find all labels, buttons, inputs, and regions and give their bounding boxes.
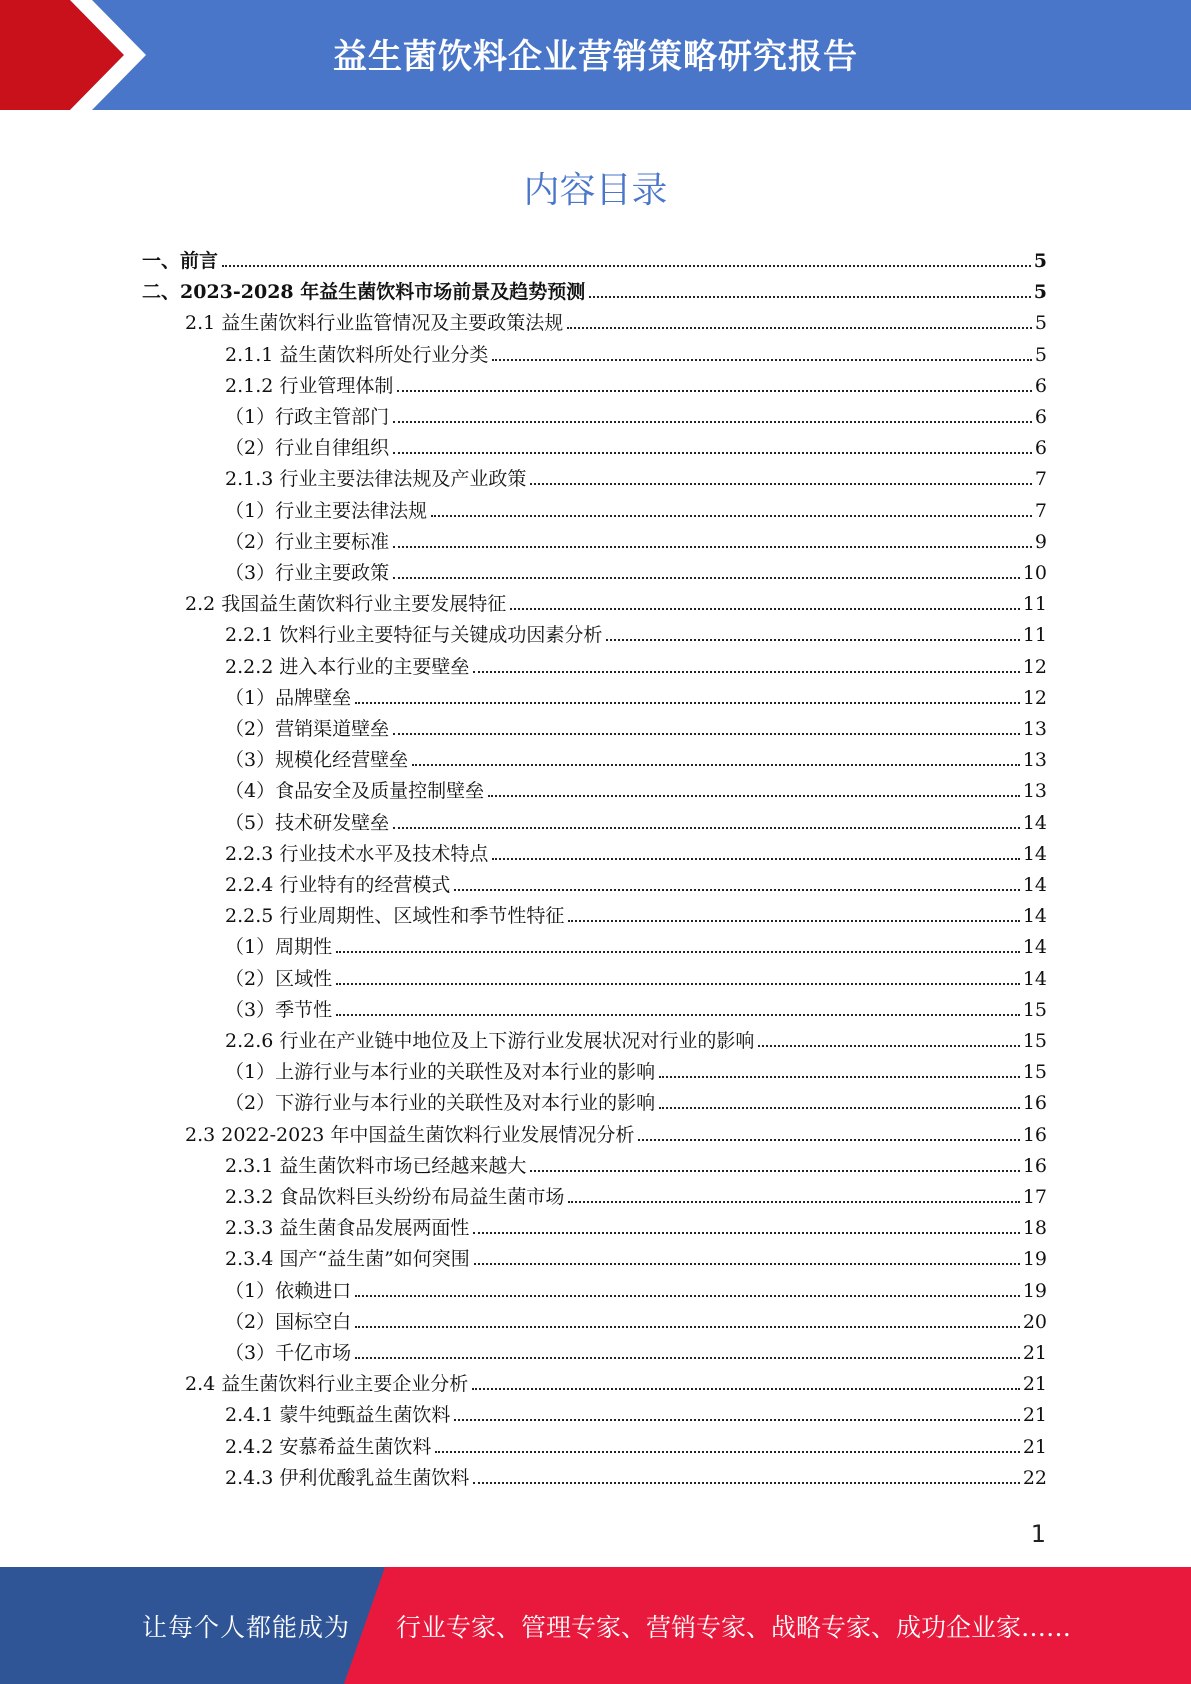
toc-dot-leader [355,1295,1020,1297]
toc-entry-title: 2.1 益生菌饮料行业监管情况及主要政策法规 [185,312,564,335]
toc-entry-title: （2）区域性 [225,967,333,990]
toc-entry[interactable] [225,614,1047,645]
toc-entry-page: 12 [1022,655,1047,678]
footer-slogan-right: 行业专家、管理专家、营销专家、战略专家、成功企业家…… [396,1612,1072,1642]
toc-entry-page: 21 [1022,1373,1047,1396]
toc-dot-leader [393,452,1032,454]
toc-dot-leader [530,1170,1019,1172]
toc-dot-leader [355,702,1020,704]
toc-entry-page: 11 [1022,624,1047,647]
toc-entry-title: 2.4 益生菌饮料行业主要企业分析 [185,1373,469,1396]
toc-entry[interactable] [225,1176,1047,1207]
toc-entry-title: （2）行业主要标准 [225,530,390,553]
toc-entry-page: 18 [1022,1217,1047,1240]
toc-entry[interactable] [225,926,1047,957]
header-bar [0,0,1191,110]
toc-entry[interactable] [225,895,1047,926]
page-number: 1 [1030,1520,1046,1548]
toc-dot-leader [397,390,1032,392]
toc-dot-leader [606,639,1019,641]
toc-entry-title: 二、2023-2028 年益生菌饮料市场前景及趋势预测 [142,281,586,304]
toc-entry-title: （1）行政主管部门 [225,406,390,428]
toc-entry[interactable] [225,396,1047,427]
toc-entry-page: 7 [1034,499,1047,522]
toc-entry[interactable] [185,1363,1047,1394]
toc-entry-title: 2.2.6 行业在产业链中地位及上下游行业发展状况对行业的影响 [225,1030,755,1052]
toc-dot-leader [435,1451,1019,1453]
toc-entry-page: 16 [1022,1092,1047,1115]
toc-entry-title: 2.3.1 益生菌饮料市场已经越来越大 [225,1154,527,1177]
toc-entry[interactable] [225,770,1047,801]
toc-dot-leader [492,858,1019,860]
toc-entry-title: 2.2 我国益生菌饮料行业主要发展特征 [185,593,507,616]
toc-entry[interactable] [225,1394,1047,1425]
toc-dot-leader [473,1482,1019,1484]
toc-entry-page: 19 [1022,1279,1047,1302]
toc-entry[interactable] [142,271,1047,302]
toc-entry-page: 5 [1033,250,1047,272]
toc-entry[interactable] [225,427,1047,458]
toc-entry-title: （1）依赖进口 [225,1279,352,1302]
toc-entry-page: 14 [1022,967,1047,990]
toc-entry[interactable] [225,552,1047,583]
toc-entry[interactable] [225,1301,1047,1332]
toc-entry-title: 2.3.2 食品饮料巨头纷纷布局益生菌市场 [225,1186,565,1208]
toc-dot-leader [393,733,1020,735]
toc-dot-leader [454,1419,1019,1421]
toc-entry-title: 2.1.2 行业管理体制 [225,374,394,397]
toc-dot-leader [659,1107,1020,1109]
toc-entry-page: 7 [1034,468,1047,491]
toc-entry-title: 2.4.1 蒙牛纯甄益生菌饮料 [225,1404,451,1427]
toc-entry-title: 2.2.5 行业周期性、区域性和季节性特征 [225,905,565,928]
toc-entry-page: 16 [1022,1154,1047,1177]
toc-entry-page: 13 [1022,749,1047,772]
toc-entry[interactable] [185,302,1047,333]
toc-entry-page: 9 [1034,530,1047,553]
toc-dot-leader [659,1076,1020,1078]
toc-entry[interactable] [225,833,1047,864]
toc-entry[interactable] [225,334,1047,365]
toc-entry[interactable] [185,1114,1047,1145]
toc-entry-page: 14 [1022,936,1047,959]
toc-entry-title: （4）食品安全及质量控制壁垒 [225,780,485,803]
toc-entry-page: 13 [1022,780,1047,803]
toc-dot-leader [474,1263,1020,1265]
footer-banner [0,1567,1191,1684]
toc-dot-leader [567,327,1032,329]
toc-dot-leader [568,920,1019,922]
toc-entry-page: 15 [1022,1061,1047,1084]
toc-dot-leader [336,983,1020,985]
toc-entry-page: 19 [1022,1248,1047,1271]
toc-dot-leader [336,1014,1020,1016]
toc-entry[interactable] [225,365,1047,396]
header-arrow-decoration [0,0,160,110]
toc-entry-title: 2.1.1 益生菌饮料所处行业分类 [225,343,489,366]
toc-dot-leader [473,671,1019,673]
toc-entry-page: 5 [1033,281,1047,304]
toc-entry-page: 5 [1034,343,1047,366]
toc-entry-title: （5）技术研发壁垒 [225,811,390,834]
toc-entry-title: 2.4.3 伊利优酸乳益生菌饮料 [225,1466,470,1489]
toc-entry-title: （2）行业自律组织 [225,437,390,460]
toc-dot-leader [393,577,1020,579]
toc-entry-title: 2.1.3 行业主要法律法规及产业政策 [225,468,527,491]
toc-heading: 内容目录 [523,170,668,211]
toc-entry-page: 10 [1022,562,1047,584]
toc-entry-page: 15 [1022,998,1047,1021]
toc-entry-page: 21 [1022,1435,1047,1458]
toc-entry[interactable] [142,240,1047,271]
toc-dot-leader [355,1326,1020,1328]
toc-entry-title: （2）国标空白 [225,1310,352,1333]
toc-entry[interactable] [225,1457,1047,1488]
toc-dot-leader [510,608,1020,610]
toc-entry-title: （1）周期性 [225,936,333,959]
toc-entry[interactable] [225,458,1047,489]
toc-dot-leader [393,827,1020,829]
toc-entry-page: 5 [1034,312,1047,335]
toc-entry[interactable] [225,1082,1047,1113]
toc-entry-page: 17 [1022,1186,1047,1208]
toc-entry-page: 6 [1034,374,1047,397]
toc-entry-page: 11 [1022,593,1047,616]
toc-entry-page: 21 [1022,1404,1047,1427]
toc-entry-title: （2）下游行业与本行业的关联性及对本行业的影响 [225,1092,656,1115]
toc-dot-leader [758,1045,1019,1047]
toc-entry-title: 2.3 2022-2023 年中国益生菌饮料行业发展情况分析 [185,1123,635,1146]
toc-dot-leader [454,889,1019,891]
toc-dot-leader [393,421,1032,423]
toc-entry[interactable] [225,958,1047,989]
toc-entry[interactable] [225,521,1047,552]
toc-entry-title: （3）规模化经营壁垒 [225,749,409,772]
toc-entry[interactable] [225,708,1047,739]
footer-slogan-left: 让每个人都能成为 [142,1612,351,1642]
toc-dot-leader [412,764,1020,766]
toc-entry[interactable] [225,989,1047,1020]
report-title: 益生菌饮料企业营销策略研究报告 [333,36,858,77]
toc-entry-title: 一、前言 [142,250,219,272]
toc-entry[interactable] [225,1020,1047,1051]
toc-entry[interactable] [225,490,1047,521]
toc-dot-leader [488,795,1020,797]
toc-entry-title: （1）品牌壁垒 [225,686,352,709]
toc-entry[interactable] [225,1207,1047,1238]
toc-entry-page: 6 [1034,406,1047,428]
toc-entry[interactable] [225,1270,1047,1301]
toc-entry-page: 12 [1022,686,1047,709]
toc-dot-leader [492,359,1032,361]
toc-entry-title: （3）季节性 [225,998,333,1021]
toc-entry-title: （3）千亿市场 [225,1342,352,1364]
toc-entry-page: 14 [1022,842,1047,865]
toc-dot-leader [568,1201,1019,1203]
toc-entry-page: 22 [1022,1466,1047,1489]
toc-entry[interactable] [225,864,1047,895]
toc-dot-leader [472,1388,1020,1390]
toc-dot-leader [355,1357,1020,1359]
toc-dot-leader [473,1232,1019,1234]
toc-entry[interactable] [225,677,1047,708]
toc-entry-page: 14 [1022,874,1047,896]
toc-dot-leader [638,1139,1019,1141]
toc-entry[interactable] [225,802,1047,833]
toc-dot-leader [222,265,1031,267]
toc-entry[interactable] [225,1051,1047,1082]
toc-entry-title: 2.3.4 国产“益生菌”如何突围 [225,1248,470,1271]
toc-dot-leader [589,296,1031,298]
toc-dot-leader [530,483,1032,485]
toc-entry-page: 14 [1022,811,1047,834]
toc-entry-page: 6 [1034,437,1047,460]
toc-entry[interactable] [225,646,1047,677]
toc-dot-leader [393,546,1032,548]
toc-entry-title: 2.2.2 进入本行业的主要壁垒 [225,655,470,678]
toc-dot-leader [336,951,1020,953]
toc-entry-page: 16 [1022,1123,1047,1146]
toc-entry-title: 2.2.1 饮料行业主要特征与关键成功因素分析 [225,624,603,647]
toc-entry-title: 2.2.3 行业技术水平及技术特点 [225,842,489,865]
toc-entry-title: （1）上游行业与本行业的关联性及对本行业的影响 [225,1061,656,1084]
toc-entry-page: 20 [1022,1310,1047,1333]
toc-entry-title: （2）营销渠道壁垒 [225,718,390,740]
toc-entry-page: 13 [1022,718,1047,740]
toc-entry-title: 2.4.2 安慕希益生菌饮料 [225,1435,432,1458]
toc-entry[interactable] [225,1145,1047,1176]
toc-entry[interactable] [225,739,1047,770]
toc-entry-title: 2.2.4 行业特有的经营模式 [225,874,451,896]
toc-entry[interactable] [225,1332,1047,1363]
toc-entry-title: （3）行业主要政策 [225,562,390,584]
toc-entry-page: 21 [1022,1342,1047,1364]
toc-entry-title: 2.3.3 益生菌食品发展两面性 [225,1217,470,1240]
toc-entry[interactable] [185,583,1047,614]
toc-entry-page: 14 [1022,905,1047,928]
toc-entry-title: （1）行业主要法律法规 [225,499,428,522]
toc-entry[interactable] [225,1426,1047,1457]
toc-entry[interactable] [225,1238,1047,1269]
toc-dot-leader [431,515,1032,517]
toc-entry-page: 15 [1022,1030,1047,1052]
